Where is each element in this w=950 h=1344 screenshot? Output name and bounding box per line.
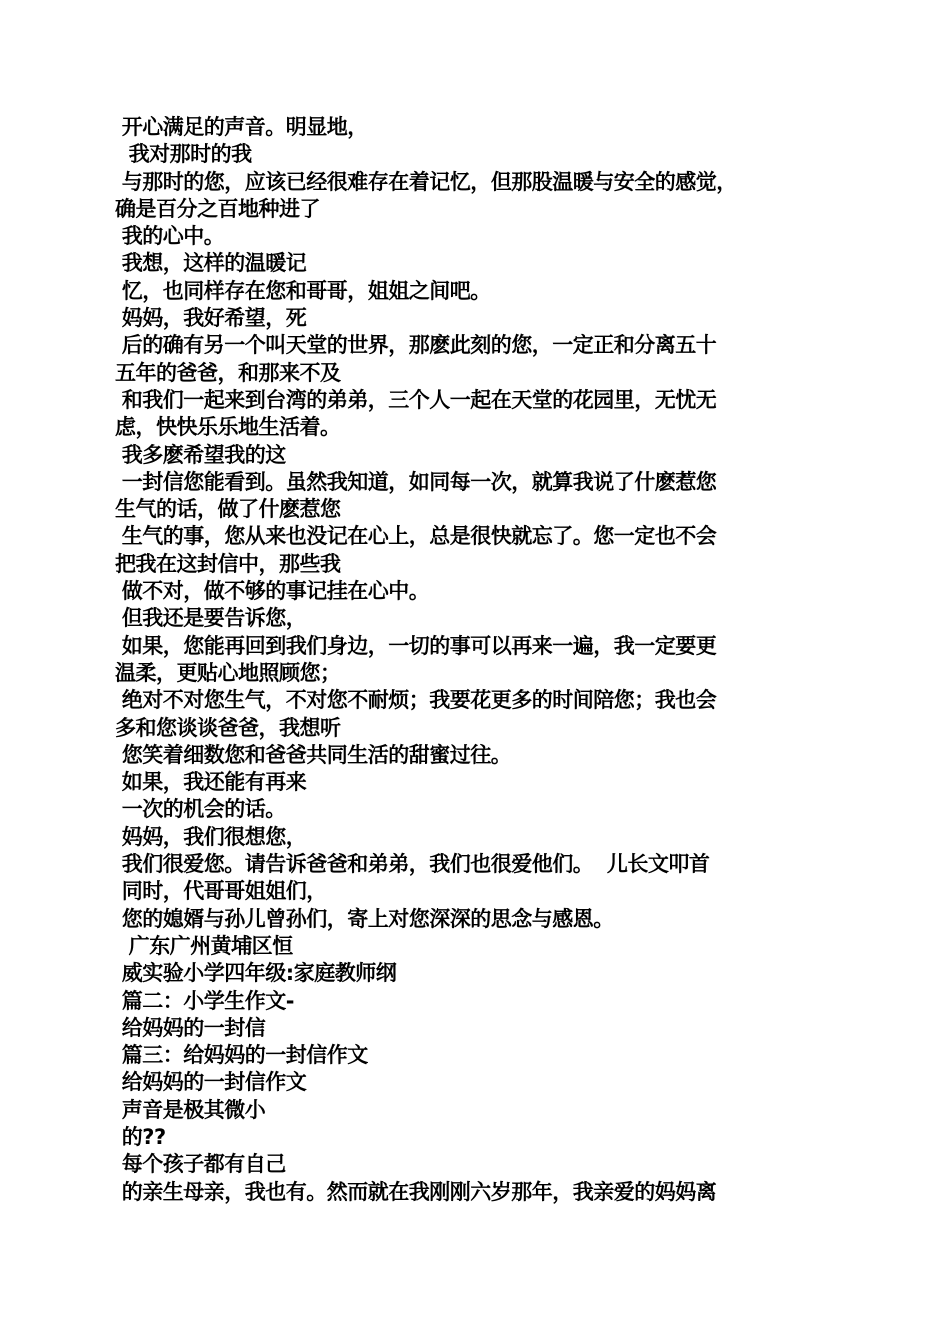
text-line: 一封信您能看到。虽然我知道，如同每一次，就算我说了什麽惹您 — [115, 469, 717, 494]
text-line: 广东广州黄埔区恒 — [115, 933, 293, 958]
text-line: 您笑着细数您和爸爸共同生活的甜蜜过往。 — [115, 742, 512, 767]
text-line: 绝对不对您生气，不对您不耐烦；我要花更多的时间陪您；我也会 — [115, 688, 717, 713]
text-line: 每个孩子都有自己 — [115, 1152, 286, 1177]
text-line: 生气的事，您从来也没记在心上，总是很快就忘了。您一定也不会 — [115, 524, 717, 549]
text-line: 多和您谈谈爸爸，我想听 — [115, 715, 341, 740]
text-line: 的亲生母亲，我也有。然而就在我刚刚六岁那年，我亲爱的妈妈离 — [115, 1179, 717, 1204]
text-line: 给妈妈的一封信作文 — [115, 1070, 307, 1095]
text-line: 和我们一起来到台湾的弟弟，三个人一起在天堂的花园里，无忧无 — [115, 387, 717, 412]
text-line: 我对那时的我 — [115, 142, 252, 167]
text-line: 生气的话，做了什麽惹您 — [115, 497, 341, 522]
text-line: 但我还是要告诉您， — [115, 606, 307, 631]
text-line: 篇三：给妈妈的一封信作文 — [115, 1043, 368, 1068]
document-body — [115, 114, 835, 1206]
text-line: 我多麽希望我的这 — [115, 442, 286, 467]
text-line: 我的心中。 — [115, 224, 225, 249]
text-line: 忆，也同样存在您和哥哥，姐姐之间吧。 — [115, 278, 491, 303]
text-line: 声音是极其微小 — [115, 1097, 266, 1122]
text-line: 虑，快快乐乐地生活着。 — [115, 415, 341, 440]
text-line: 威实验小学四年级:家庭教师纲 — [115, 961, 397, 986]
text-line: 的?? — [115, 1124, 166, 1149]
text-line: 篇二：小学生作文- — [115, 988, 295, 1013]
text-line: 妈妈，我好希望，死 — [115, 306, 307, 331]
text-line: 确是百分之百地种进了 — [115, 196, 320, 221]
text-line: 同时，代哥哥姐姐们， — [115, 879, 327, 904]
text-line: 与那时的您，应该已经很难存在着记忆，但那股温暖与安全的感觉， — [115, 169, 737, 194]
text-line: 给妈妈的一封信 — [115, 1015, 266, 1040]
text-line: 如果，我还能有再来 — [115, 770, 307, 795]
text-line: 如果，您能再回到我们身边，一切的事可以再来一遍，我一定要更 — [115, 633, 717, 658]
text-line: 我们很爱您。请告诉爸爸和弟弟，我们也很爱他们。 儿长文叩首 — [115, 852, 710, 877]
text-line: 妈妈，我们很想您， — [115, 824, 307, 849]
text-line: 五年的爸爸，和那来不及 — [115, 360, 341, 385]
text-line: 后的确有另一个叫天堂的世界，那麽此刻的您，一定正和分离五十 — [115, 333, 717, 358]
text-line: 开心满足的声音。明显地， — [115, 115, 368, 139]
text-line: 您的媳婿与孙儿曾孙们，寄上对您深深的思念与感恩。 — [115, 906, 614, 931]
text-line: 把我在这封信中，那些我 — [115, 551, 341, 576]
text-line: 我想，这样的温暖记 — [115, 251, 307, 276]
text-line: 做不对，做不够的事记挂在心中。 — [115, 579, 430, 604]
text-line: 一次的机会的话。 — [115, 797, 286, 822]
text-line: 温柔，更贴心地照顾您； — [115, 660, 341, 685]
